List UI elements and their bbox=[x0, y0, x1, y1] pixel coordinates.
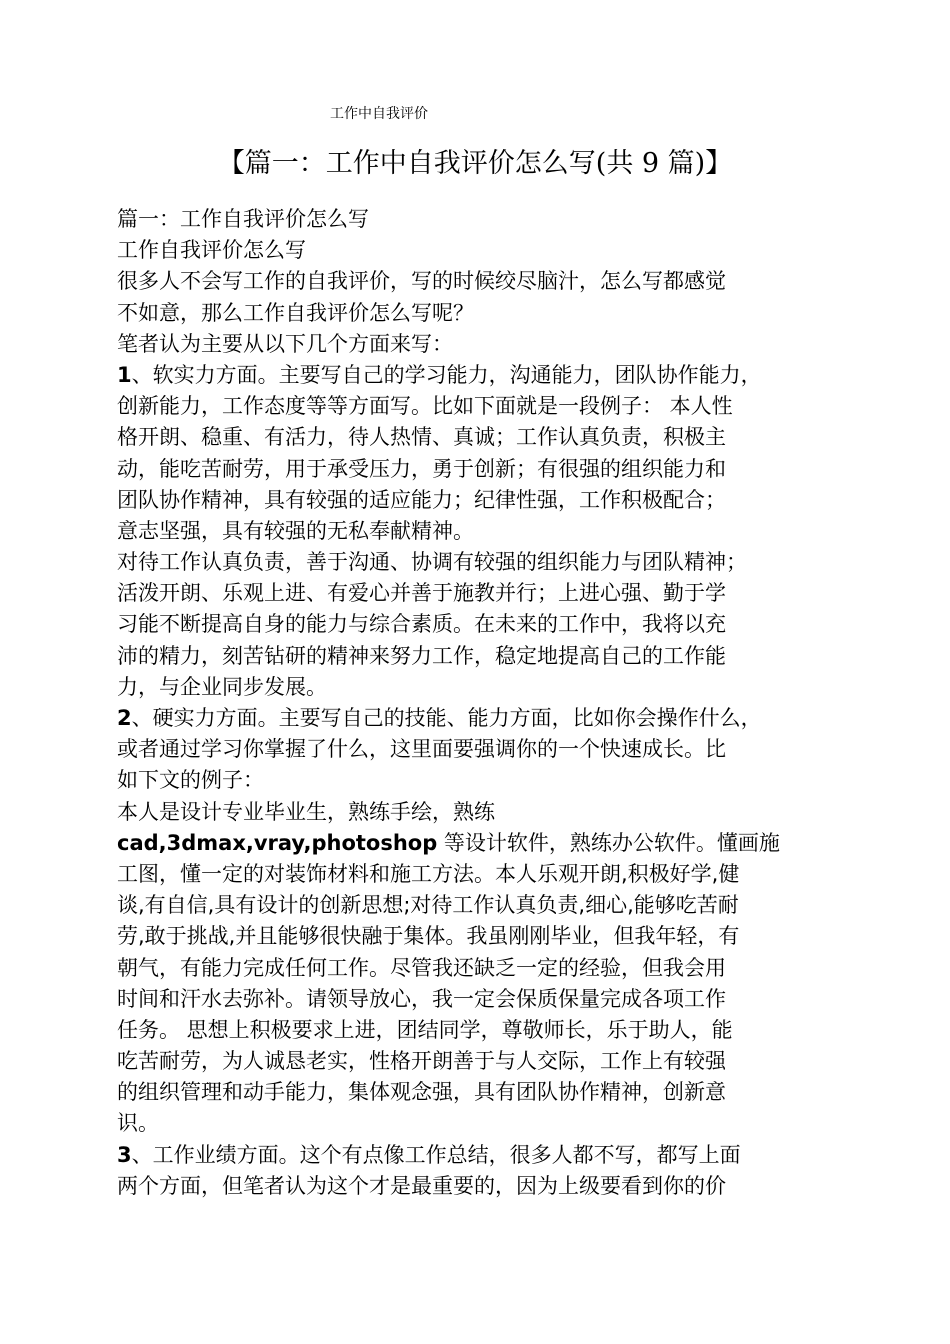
text-line: 时间和汗水去弥补。请领导放心，我一定会保质保量完成各项工作 bbox=[117, 986, 726, 1011]
text-line: 谈,有自信,具有设计的创新思想;对待工作认真负责,细心,能够吃苦耐 bbox=[117, 893, 739, 918]
text-line: 团队协作精神，具有较强的适应能力；纪律性强，工作积极配合； bbox=[117, 487, 726, 512]
text-line: 的组织管理和动手能力，集体观念强，具有团队协作精神，创新意 bbox=[117, 1080, 726, 1105]
text-line: 识。 bbox=[117, 1111, 159, 1136]
text-line: 不如意，那么工作自我评价怎么写呢？ bbox=[117, 300, 474, 325]
text-line: 两个方面，但笔者认为这个才是最重要的，因为上级要看到你的价 bbox=[117, 1173, 726, 1198]
text-line: 工图，懂一定的对装饰材料和施工方法。本人乐观开朗,积极好学,健 bbox=[117, 861, 740, 886]
text-line: 2、硬实力方面。主要写自己的技能、能力方面，比如你会操作什么， bbox=[117, 706, 762, 730]
text-line: 3、工作业绩方面。这个有点像工作总结，很多人都不写，都写上面 bbox=[117, 1142, 741, 1167]
text-line: 吃苦耐劳，为人诚恳老实，性格开朗善于与人交际，工作上有较强 bbox=[117, 1049, 726, 1074]
text-line: 1、软实力方面。主要写自己的学习能力，沟通能力，团队协作能力， bbox=[117, 362, 762, 387]
text-line: 习能不断提高自身的能力与综合素质。在未来的工作中，我将以充 bbox=[117, 612, 726, 637]
text-line: 如下文的例子： bbox=[117, 768, 264, 793]
running-header: 工作中自我评价 bbox=[330, 106, 428, 122]
text-line: 很多人不会写工作的自我评价，写的时候绞尽脑汁，怎么写都感觉 bbox=[117, 269, 726, 294]
text-line: 任务。 思想上积极要求上进，团结同学，尊敬师长，乐于助人，能 bbox=[117, 1017, 733, 1042]
text-line: 篇一：工作自我评价怎么写 bbox=[117, 207, 369, 231]
text-line: 格开朗、稳重、有活力，待人热情、真诚；工作认真负责，积极主 bbox=[117, 425, 726, 450]
text-line: 劳,敢于挑战,并且能够很快融于集体。我虽刚刚毕业，但我年轻，有 bbox=[117, 924, 740, 949]
text-line: 力，与企业同步发展。 bbox=[117, 674, 327, 699]
text-line: 或者通过学习你掌握了什么，这里面要强调你的一个快速成长。比 bbox=[117, 737, 726, 762]
text-line: 创新能力，工作态度等等方面写。比如下面就是一段例子： 本人性 bbox=[117, 394, 733, 419]
text-line: 本人是设计专业毕业生，熟练手绘，熟练 bbox=[117, 799, 495, 824]
text-line: 动，能吃苦耐劳，用于承受压力，勇于创新；有很强的组织能力和 bbox=[117, 456, 726, 481]
text-line: 意志坚强，具有较强的无私奉献精神。 bbox=[117, 518, 474, 543]
text-line: cad,3dmax,vray,photoshop 等设计软件，熟练办公软件。懂画施 bbox=[117, 830, 780, 855]
text-line: 朝气，有能力完成任何工作。尽管我还缺乏一定的经验，但我会用 bbox=[117, 955, 726, 980]
document-title: 【篇一：工作中自我评价怎么写(共 9 篇)】 bbox=[217, 148, 733, 179]
document-body bbox=[117, 204, 857, 1202]
text-line: 工作自我评价怎么写 bbox=[117, 238, 306, 263]
text-line: 沛的精力，刻苦钻研的精神来努力工作，稳定地提高自己的工作能 bbox=[117, 643, 726, 668]
text-line: 笔者认为主要从以下几个方面来写： bbox=[117, 331, 453, 356]
text-line: 活泼开朗、乐观上进、有爱心并善于施教并行；上进心强、勤于学 bbox=[117, 581, 726, 606]
text-line: 对待工作认真负责，善于沟通、协调有较强的组织能力与团队精神； bbox=[117, 550, 747, 575]
